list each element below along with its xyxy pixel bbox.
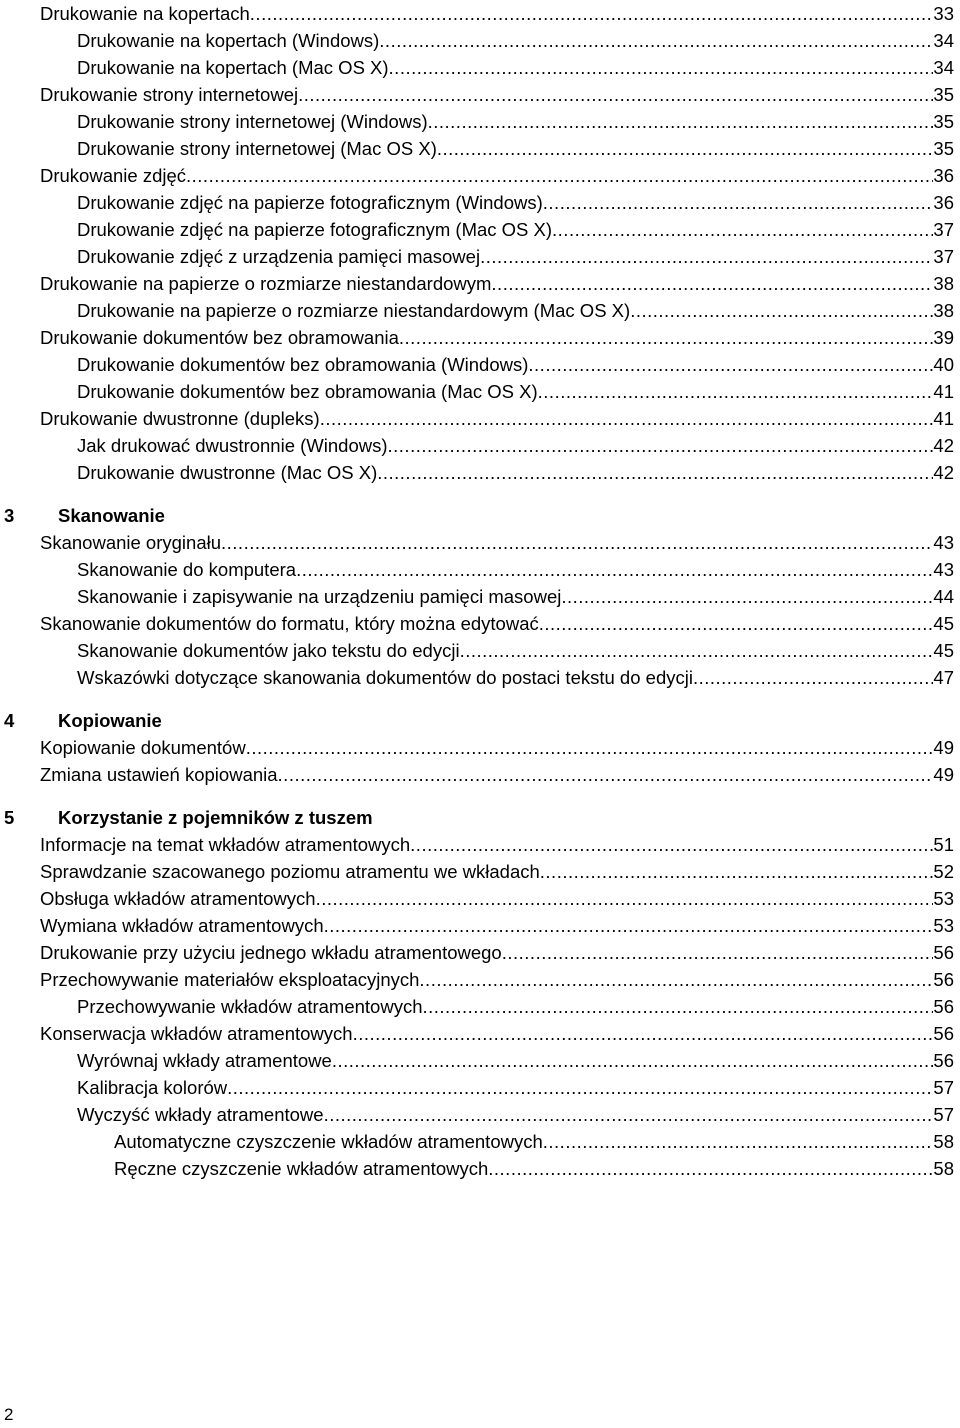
toc-entry-row (0, 297, 960, 324)
dot-leader (437, 135, 934, 162)
toc-entry-title: Skanowanie dokumentów jako tekstu do edycji (77, 640, 460, 661)
toc-entry-level-1[interactable] (40, 831, 954, 858)
toc-entry-row (0, 378, 960, 405)
toc-entry-row (0, 734, 960, 761)
toc-entry-level-1[interactable] (40, 270, 954, 297)
dot-leader (278, 761, 934, 788)
toc-entry-row (0, 761, 960, 788)
toc-entry-row (0, 912, 960, 939)
toc-entry-page: 39 (933, 327, 954, 348)
toc-entry-level-2[interactable] (77, 432, 954, 459)
toc-entry-row (0, 108, 960, 135)
toc-entry-row (0, 885, 960, 912)
toc-entry-row (0, 189, 960, 216)
toc-entry-level-1[interactable] (40, 885, 954, 912)
toc-entry-row (0, 529, 960, 556)
toc-entry-title: Drukowanie dwustronne (dupleks) (40, 408, 320, 429)
chapter-title: Kopiowanie (58, 710, 162, 731)
dot-leader (250, 0, 934, 27)
toc-entry-page: 56 (933, 996, 954, 1017)
toc-entry-row (0, 1020, 960, 1047)
toc-entry-title: Obsługa wkładów atramentowych (40, 888, 316, 909)
toc-entry-row (0, 583, 960, 610)
dot-leader (227, 1074, 933, 1101)
toc-entry-level-3[interactable] (114, 1155, 954, 1182)
toc-entry-row (0, 324, 960, 351)
toc-entry-title: Kopiowanie dokumentów (40, 737, 246, 758)
dot-leader (543, 1128, 934, 1155)
toc-entry-title: Drukowanie dokumentów bez obramowania (Mac OS X) (77, 381, 538, 402)
dot-leader (316, 885, 934, 912)
dot-leader (388, 432, 934, 459)
dot-leader (419, 966, 933, 993)
toc-entry-level-3[interactable] (114, 1128, 954, 1155)
toc-entry-page: 56 (933, 1050, 954, 1071)
toc-entry-page: 41 (933, 381, 954, 402)
toc-entry-row (0, 664, 960, 691)
toc-entry-row (0, 1074, 960, 1101)
section-spacer (0, 486, 960, 502)
dot-leader (539, 610, 934, 637)
toc-entry-page: 34 (933, 57, 954, 78)
toc-entry-page: 36 (933, 165, 954, 186)
toc-entry-title: Drukowanie strony internetowej (Windows) (77, 111, 428, 132)
toc-entry-page: 42 (933, 435, 954, 456)
toc-entry-row (0, 1047, 960, 1074)
dot-leader (246, 734, 934, 761)
page-number: 2 (4, 1405, 14, 1424)
dot-leader (379, 27, 933, 54)
toc-entry-row (0, 1128, 960, 1155)
toc-entry-title: Drukowanie zdjęć na papierze fotograficznym (Mac OS X) (77, 219, 553, 240)
toc-entry-page: 43 (933, 559, 954, 580)
toc-entry-page: 33 (933, 3, 954, 24)
dot-leader (353, 1020, 934, 1047)
chapter-number: 5 (4, 807, 15, 828)
toc-entry-row (0, 556, 960, 583)
toc-entry-row (0, 637, 960, 664)
toc-entry-row (0, 993, 960, 1020)
toc-entry-level-2[interactable] (77, 459, 954, 486)
toc-entry-title: Sprawdzanie szacowanego poziomu atramentu we wkładach (40, 861, 540, 882)
toc-entry-title: Skanowanie oryginału (40, 532, 222, 553)
toc-entry-level-2[interactable] (77, 135, 954, 162)
chapter-number: 3 (4, 505, 15, 526)
toc-entry-title: Drukowanie strony internetowej (40, 84, 299, 105)
toc-entry-row (0, 831, 960, 858)
toc-entry-row (0, 270, 960, 297)
dot-leader (630, 297, 933, 324)
toc-entry-page: 56 (933, 969, 954, 990)
toc-entry-row (0, 162, 960, 189)
toc-entry-title: Drukowanie zdjęć na papierze fotograficznym (Windows) (77, 192, 543, 213)
toc-entry-level-2[interactable] (77, 27, 954, 54)
toc-entry-title: Przechowywanie wkładów atramentowych (77, 996, 423, 1017)
dot-leader (186, 162, 933, 189)
toc-entry-page: 40 (933, 354, 954, 375)
dot-leader (410, 831, 933, 858)
toc-entry-page: 52 (933, 861, 954, 882)
toc-entry-level-1[interactable] (40, 939, 954, 966)
toc-entry-level-1[interactable] (40, 761, 954, 788)
section-spacer (0, 788, 960, 804)
toc-entry-row (0, 939, 960, 966)
toc-entry-row (0, 351, 960, 378)
toc-entry-row (0, 858, 960, 885)
toc-entry-title: Drukowanie zdjęć (40, 165, 187, 186)
toc-entry-page: 44 (933, 586, 954, 607)
toc-entry-level-2[interactable] (77, 664, 954, 691)
toc-entry-title: Drukowanie na kopertach (40, 3, 250, 24)
toc-entry-page: 36 (933, 192, 954, 213)
toc-entry-page: 37 (933, 246, 954, 267)
toc-entry-level-2[interactable] (77, 351, 954, 378)
toc-entry-level-2[interactable] (77, 1101, 954, 1128)
toc-entry-page: 35 (933, 138, 954, 159)
toc-entry-title: Drukowanie dokumentów bez obramowania (40, 327, 399, 348)
toc-entry-row (0, 610, 960, 637)
toc-entry-row (0, 1101, 960, 1128)
toc-entry-page: 34 (933, 30, 954, 51)
toc-entry-title: Jak drukować dwustronnie (Windows) (77, 435, 388, 456)
dot-leader (488, 1155, 933, 1182)
dot-leader (552, 216, 933, 243)
toc-entry-level-2[interactable] (77, 993, 954, 1020)
toc-entry-page: 53 (933, 915, 954, 936)
toc-entry-title: Drukowanie na kopertach (Windows) (77, 30, 380, 51)
toc-entry-level-2[interactable] (77, 243, 954, 270)
toc-entry-level-2[interactable] (77, 189, 954, 216)
toc-entry-title: Drukowanie przy użyciu jednego wkładu atramentowego (40, 942, 502, 963)
toc-entry-level-2[interactable] (77, 54, 954, 81)
toc-entry-page: 49 (933, 737, 954, 758)
toc-entry-row (0, 54, 960, 81)
toc-entry-page: 37 (933, 219, 954, 240)
dot-leader (543, 189, 934, 216)
toc-entry-level-1[interactable] (40, 912, 954, 939)
toc-entry-title: Wymiana wkładów atramentowych (40, 915, 324, 936)
dot-leader (540, 858, 934, 885)
toc-entry-level-2[interactable] (77, 1047, 954, 1074)
toc-entry-page: 42 (933, 462, 954, 483)
toc-entry-level-1[interactable] (40, 610, 954, 637)
toc-entry-title: Kalibracja kolorów (77, 1077, 228, 1098)
toc-entry-level-1[interactable] (40, 734, 954, 761)
toc-entry-row (0, 459, 960, 486)
toc-entry-page: 45 (933, 640, 954, 661)
toc-entry-level-1[interactable] (40, 529, 954, 556)
toc-entry-page: 45 (933, 613, 954, 634)
toc-entry-level-2[interactable] (77, 556, 954, 583)
dot-leader (561, 583, 933, 610)
toc-entry-title: Wyczyść wkłady atramentowe (77, 1104, 324, 1125)
toc-entry-title: Drukowanie na kopertach (Mac OS X) (77, 57, 389, 78)
toc-entry-page: 57 (933, 1104, 954, 1125)
toc-entry-page: 47 (933, 667, 954, 688)
dot-leader (332, 1047, 934, 1074)
toc-entry-row (0, 1155, 960, 1182)
toc-entry-title: Automatyczne czyszczenie wkładów atramentowych (114, 1131, 543, 1152)
dot-leader (324, 1101, 934, 1128)
dot-leader (538, 378, 934, 405)
chapter-title: Korzystanie z pojemników z tuszem (58, 807, 373, 828)
toc-entry-title: Wskazówki dotyczące skanowania dokumentów do postaci tekstu do edycji (77, 667, 693, 688)
toc-entry-row (0, 0, 960, 27)
toc-entry-level-2[interactable] (77, 297, 954, 324)
toc-entry-row (0, 243, 960, 270)
toc-entry-page: 56 (933, 1023, 954, 1044)
toc-entry-title: Skanowanie do komputera (77, 559, 297, 580)
toc-entry-title: Przechowywanie materiałów eksploatacyjnych (40, 969, 420, 990)
dot-leader (460, 637, 934, 664)
dot-leader (298, 81, 933, 108)
toc-entry-row (0, 216, 960, 243)
toc-entry-page: 57 (933, 1077, 954, 1098)
toc-entry-level-1[interactable] (40, 162, 954, 189)
toc-entry-row (0, 135, 960, 162)
toc-entry-level-2[interactable] (77, 216, 954, 243)
toc-entry-level-1[interactable] (40, 405, 954, 432)
toc-entry-title: Skanowanie dokumentów do formatu, który można edytować (40, 613, 539, 634)
dot-leader (502, 939, 934, 966)
toc-entry-row (0, 432, 960, 459)
toc-entry-page: 56 (933, 942, 954, 963)
dot-leader (480, 243, 933, 270)
toc-entry-level-1[interactable] (40, 966, 954, 993)
toc-entry-row (0, 81, 960, 108)
dot-leader (389, 54, 934, 81)
toc-entry-level-1[interactable] (40, 0, 954, 27)
toc-entry-level-2[interactable] (77, 1074, 954, 1101)
toc-entry-page: 38 (933, 300, 954, 321)
toc-entry-title: Drukowanie dokumentów bez obramowania (Windows) (77, 354, 529, 375)
toc-entry-level-1[interactable] (40, 1020, 954, 1047)
toc-entry-title: Zmiana ustawień kopiowania (40, 764, 278, 785)
toc-chapter-heading[interactable] (0, 502, 960, 529)
dot-leader (491, 270, 933, 297)
dot-leader (320, 405, 934, 432)
toc-entry-title: Drukowanie na papierze o rozmiarze niestandardowym (Mac OS X) (77, 300, 631, 321)
toc-entry-level-1[interactable] (40, 81, 954, 108)
section-spacer (0, 691, 960, 707)
toc-entry-title: Drukowanie zdjęć z urządzenia pamięci masowej (77, 246, 481, 267)
toc-chapter-heading[interactable] (0, 804, 960, 831)
toc-entry-page: 51 (933, 834, 954, 855)
toc-entry-level-1[interactable] (40, 324, 954, 351)
toc-entry-level-2[interactable] (77, 583, 954, 610)
dot-leader (428, 108, 934, 135)
toc-entry-level-2[interactable] (77, 378, 954, 405)
dot-leader (399, 324, 934, 351)
dot-leader (296, 556, 933, 583)
toc-entry-page: 43 (933, 532, 954, 553)
toc-entry-title: Ręczne czyszczenie wkładów atramentowych (114, 1158, 489, 1179)
chapter-title: Skanowanie (58, 505, 165, 526)
toc-entry-level-2[interactable] (77, 108, 954, 135)
toc-entry-page: 35 (933, 84, 954, 105)
toc-entry-page: 38 (933, 273, 954, 294)
toc-entry-title: Drukowanie na papierze o rozmiarze niestandardowym (40, 273, 492, 294)
toc-entry-page: 58 (933, 1131, 954, 1152)
toc-entry-page: 53 (933, 888, 954, 909)
toc-chapter-heading[interactable] (0, 707, 960, 734)
toc-entry-page: 49 (933, 764, 954, 785)
dot-leader (324, 912, 934, 939)
toc-entry-title: Drukowanie dwustronne (Mac OS X) (77, 462, 378, 483)
toc-entry-row (0, 966, 960, 993)
toc-entry-row (0, 405, 960, 432)
toc-entry-title: Wyrównaj wkłady atramentowe (77, 1050, 332, 1071)
toc-entry-title: Informacje na temat wkładów atramentowych (40, 834, 411, 855)
toc-entry-page: 41 (933, 408, 954, 429)
dot-leader (221, 529, 933, 556)
toc-entry-title: Drukowanie strony internetowej (Mac OS X) (77, 138, 437, 159)
dot-leader (528, 351, 933, 378)
dot-leader (422, 993, 933, 1020)
toc-entry-level-2[interactable] (77, 637, 954, 664)
dot-leader (693, 664, 933, 691)
toc-entry-title: Skanowanie i zapisywanie na urządzeniu pamięci masowej (77, 586, 562, 607)
dot-leader (377, 459, 933, 486)
toc-entry-page: 35 (933, 111, 954, 132)
toc-entry-page: 58 (933, 1158, 954, 1179)
chapter-number: 4 (4, 710, 15, 731)
toc-entry-level-1[interactable] (40, 858, 954, 885)
toc-entry-row (0, 27, 960, 54)
toc-entry-title: Konserwacja wkładów atramentowych (40, 1023, 353, 1044)
